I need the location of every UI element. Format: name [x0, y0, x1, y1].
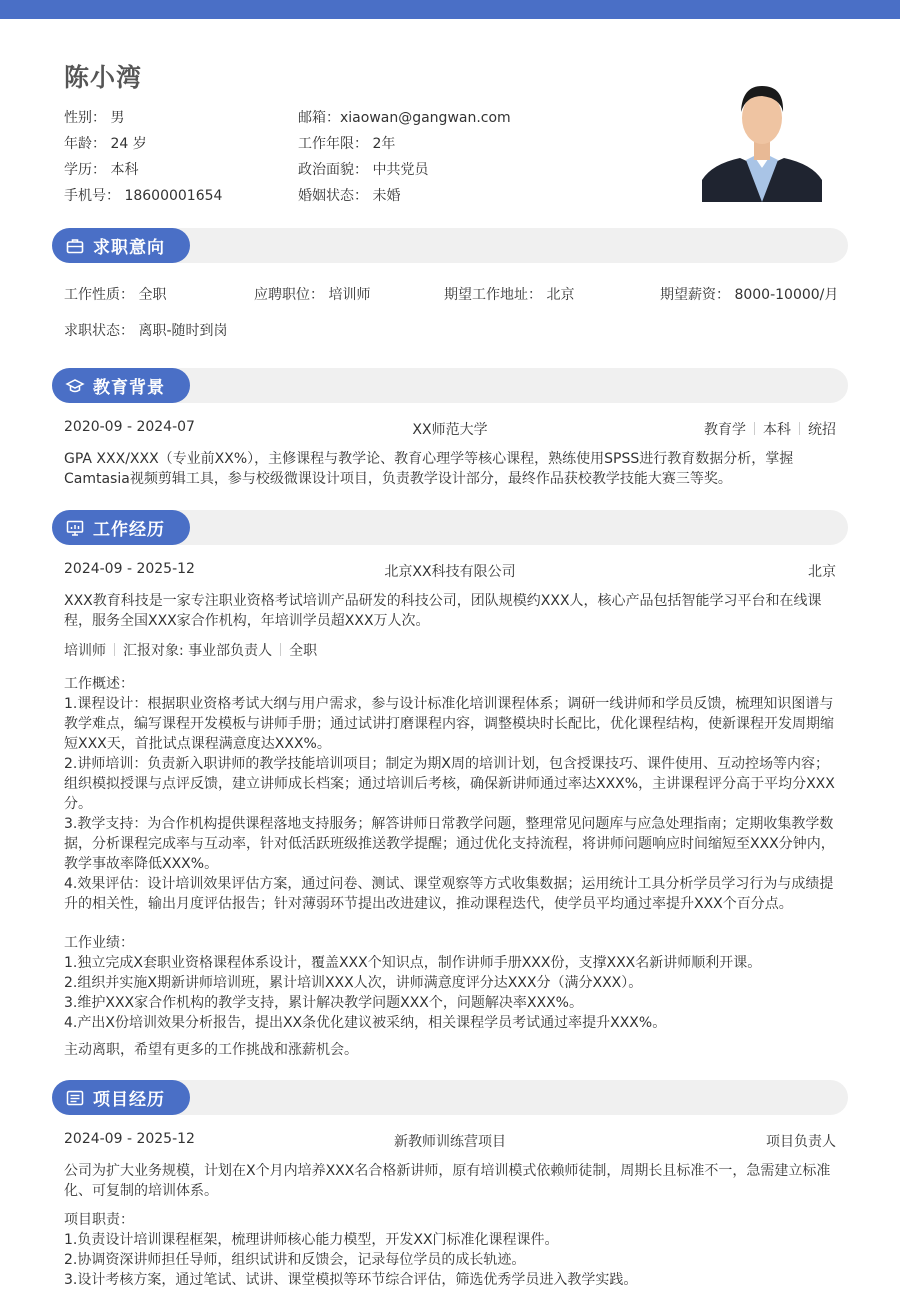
section-work	[52, 510, 848, 545]
intention-location: 期望工作地址： 北京	[444, 287, 575, 303]
list-icon	[66, 1089, 84, 1107]
intention-status: 求职状态： 离职-随时到岗	[64, 323, 228, 339]
section-intention-header	[52, 228, 190, 263]
political-field: 政治面貌： 中共党员	[298, 162, 429, 178]
section-project	[52, 1080, 848, 1115]
age-field: 年龄： 24 岁	[64, 136, 147, 152]
project-period: 2024-09 - 2025-12	[64, 1131, 195, 1147]
education-degree: 本科	[763, 422, 791, 438]
work-company-intro: XXX教育科技是一家专注职业资格考试培训产品研发的科技公司，团队规模约XXX人，核心产品包括智能学习平台和在线课程，服务全国XXX家合作机构，年培训学员超XXX万人次。	[64, 593, 822, 629]
section-title: 工作经历	[93, 520, 165, 540]
work-years-field: 工作年限： 2年	[298, 136, 396, 152]
work-achievement-item: 1.独立完成X套职业资格课程体系设计，覆盖XXX个知识点，制作讲师手册XXX份，支撑XXX名新讲师顺利开课。	[64, 955, 762, 971]
education-field: 学历： 本科	[64, 162, 139, 178]
work-overview-item: 1.课程设计：根据职业资格考试大纲与用户需求，参与设计标准化培训课程体系；调研一线讲师和学员反馈，梳理知识图谱与教学难点，编写课程开发模板与讲师手册；通过试讲打磨课程内容，调整模块时长配比，优化课程结构，使新课程开发周期缩短XXX天，首批试点课程满意度达XXX%。	[64, 696, 834, 752]
work-overview-item: 4.效果评估：设计培训效果评估方案，通过问卷、测试、课堂观察等方式收集数据；运用统计工具分析学员学习行为与成绩提升的相关性，输出月度评估报告；针对薄弱环节提出改进建议，推动课程迭代，使学员平均通过率提升XXX个百分点。	[64, 876, 834, 912]
gender-field: 性别： 男	[64, 110, 125, 126]
work-role: 培训师	[64, 643, 106, 659]
project-duty-item: 1.负责设计培训课程框架，梳理讲师核心能力模型，开发XX门标准化课程课件。	[64, 1232, 559, 1248]
work-tags	[64, 640, 317, 660]
candidate-name: 陈小湾	[64, 63, 143, 92]
divider	[280, 643, 281, 656]
intention-salary: 期望薪资： 8000-10000/月	[660, 287, 839, 303]
work-employment: 全职	[289, 643, 318, 659]
work-achievement-item: 2.组织并实施X期新讲师培训班，累计培训XXX人次，讲师满意度评分达XXX分（满分XXX）。	[64, 975, 643, 991]
section-title: 项目经历	[93, 1090, 165, 1110]
divider	[114, 643, 115, 656]
education-type: 统招	[808, 422, 836, 438]
work-overview-item: 2.讲师培训：负责新入职讲师的教学技能培训项目；制定为期X周的培训计划，包含授课技巧、课件使用、互动控场等内容；组织模拟授课与点评反馈，建立讲师成长档案；通过培训后考核，确保新讲师通过率达XXX%，主讲课程评分高于平均分XXX分。	[64, 756, 835, 812]
education-major: 教育学	[704, 422, 746, 438]
project-name: 新教师训练营项目	[394, 1134, 506, 1150]
work-achievement-item: 4.产出X份培训效果分析报告，提出XX条优化建议被采纳，相关课程学员考试通过率提升XXX%。	[64, 1015, 667, 1031]
section-intention	[52, 228, 848, 263]
section-work-header	[52, 510, 190, 545]
divider	[799, 422, 800, 435]
divider	[754, 422, 755, 435]
work-city: 北京	[808, 564, 836, 580]
graduation-cap-icon	[66, 377, 84, 395]
work-report-to: 汇报对象: 事业部负责人	[123, 643, 273, 659]
section-title: 教育背景	[93, 378, 165, 398]
project-duties-label: 项目职责：	[64, 1212, 134, 1228]
email-field: 邮箱：xiaowan@gangwan.com	[298, 110, 511, 126]
work-overview-item: 3.教学支持：为合作机构提供课程落地支持服务；解答讲师日常教学问题，整理常见问题库与应急处理指南；定期收集教学数据，分析课程完成率与互动率，针对低活跃班级推送教学提醒；通过优化支持流程，将讲师问题响应时间缩短至XXX分钟内，教学事故率降低XXX%。	[64, 816, 835, 872]
work-achievements-label: 工作业绩：	[64, 935, 134, 951]
work-achievement-item: 3.维护XXX家合作机构的教学支持，累计解决教学问题XXX个，问题解决率XXX%。	[64, 995, 583, 1011]
section-project-header	[52, 1080, 190, 1115]
project-duty-item: 2.协调资深讲师担任导师，组织试讲和反馈会，记录每位学员的成长轨迹。	[64, 1252, 526, 1268]
section-title: 求职意向	[93, 238, 165, 258]
project-duty-item: 3.设计考核方案，通过笔试、试讲、课堂模拟等环节综合评估，筛选优秀学员进入教学实践。	[64, 1272, 638, 1288]
intention-nature: 工作性质： 全职	[64, 287, 167, 303]
briefcase-icon	[66, 237, 84, 255]
education-description: GPA XXX/XXX（专业前XX%），主修课程与教学论、教育心理学等核心课程，熟练使用SPSS进行教育数据分析，掌握Camtasia视频剪辑工具，参与校级微课设计项目，负责教学设计部分，最终作品获校教学技能大赛三等奖。	[64, 451, 794, 487]
project-role: 项目负责人	[766, 1134, 836, 1150]
section-education	[52, 368, 848, 403]
monitor-chart-icon	[66, 519, 84, 537]
section-education-header	[52, 368, 190, 403]
work-overview-label: 工作概述：	[64, 676, 134, 692]
phone-field: 手机号： 18600001654	[64, 188, 223, 204]
work-company: 北京XX科技有限公司	[384, 564, 516, 580]
project-background: 公司为扩大业务规模，计划在X个月内培养XXX名合格新讲师，原有培训模式依赖师徒制，周期长且标准不一，急需建立标准化、可复制的培训体系。	[64, 1163, 831, 1199]
intention-position: 应聘职位： 培训师	[254, 287, 371, 303]
education-tags	[600, 419, 836, 439]
marital-field: 婚姻状态： 未婚	[298, 188, 401, 204]
education-school: XX师范大学	[412, 422, 488, 438]
avatar	[702, 68, 822, 202]
top-accent-bar	[0, 0, 900, 19]
work-leave-reason: 主动离职，希望有更多的工作挑战和涨薪机会。	[64, 1042, 358, 1058]
education-period: 2020-09 - 2024-07	[64, 419, 195, 435]
work-period: 2024-09 - 2025-12	[64, 561, 195, 577]
